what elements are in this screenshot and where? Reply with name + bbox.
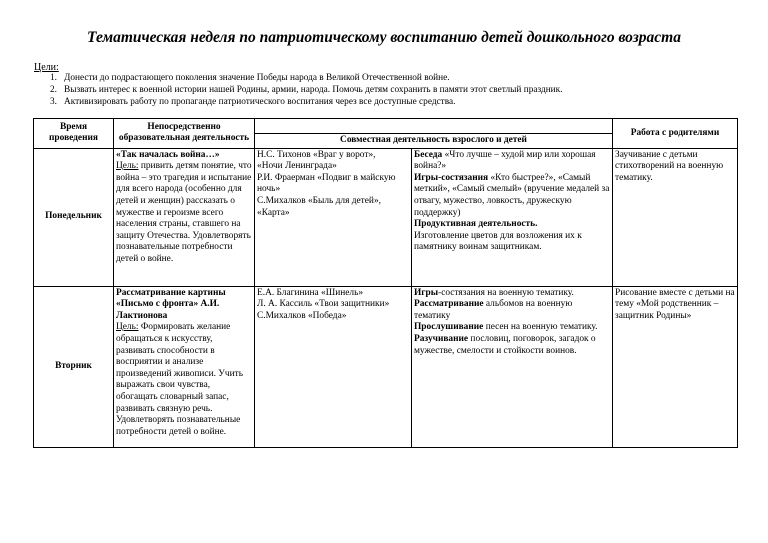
direct-cell: «Так началась война…» Цель: привить детям понятие, что война – это трагедия и испытание для всего народа (особенно для детей и женщин) рассказать о мужестве и героизме всего населения страны, ставшего на защиту Отечества. Удовлетворять познавательные потребности детей о войне.	[114, 148, 255, 286]
table-row	[34, 148, 738, 286]
reading-cell: Е.А. Благинина «Шинель» Л. А. Кассиль «Твои защитники» С.Михалков «Победа»	[255, 286, 412, 447]
table-header-row	[34, 119, 738, 134]
direct-cell: Рассматривание картины «Письмо с фронта» А.И. Лактионова Цель: Формировать желание обращаться к искусству, развивать способности в восприятии и анализе произведений живописи. Учить выражать свои чувства, обогащать словарный запас, развивать связную речь. Удовлетворять познавательные потребности детей о войне.	[114, 286, 255, 447]
parents-cell: Заучивание с детьми стихотворений на военную тематику.	[613, 148, 738, 286]
day-cell: Вторник	[34, 286, 114, 447]
activity-table	[33, 118, 738, 448]
table-row	[34, 286, 738, 447]
goal-item: 1. Донести до подрастающего поколения значение Победы народа в Великой Отечественной войне.	[50, 73, 450, 83]
goal-item: 3. Активизировать работу по пропаганде патриотического воспитания через все доступные средства.	[50, 97, 456, 107]
day-cell: Понедельник	[34, 148, 114, 286]
goals-list	[50, 72, 563, 108]
reading-cell: Н.С. Тихонов «Враг у ворот», «Ночи Ленинграда» Р.И. Фраерман «Подвиг в майскую ночь» С.Михалков «Быль для детей», «Карта»	[255, 148, 412, 286]
activities-cell: Беседа «Что лучше – худой мир или хорошая война?» Игры-состязания «Кто быстрее?», «Самый меткий», «Самый смелый» (вручение медалей за отвагу, мужество, ловкость, дружескую поддержку) Продуктивная деятельность. Изготовление цветов для возложения их к памятнику воинам защитникам.	[412, 148, 613, 286]
header-empty	[255, 119, 613, 134]
page-title: Тематическая неделя по патриотическому воспитанию детей дошкольного возраста	[87, 29, 681, 46]
goal-item: 2. Вызвать интерес к военной истории нашей Родины, армии, народа. Помочь детям сохранить в памяти этот светлый праздник.	[50, 85, 563, 95]
parents-cell: Рисование вместе с детьми на тему «Мой родственник – защитник Родины»	[613, 286, 738, 447]
header-direct: Непосредственно образовательная деятельность	[114, 119, 255, 149]
header-time: Время проведения	[34, 119, 114, 149]
header-joint: Совместная деятельность взрослого и детей	[255, 134, 613, 149]
activities-cell: Игры-состязания на военную тематику. Рассматривание альбомов на военную тематику Прослушивание песен на военную тематику. Разучивание пословиц, поговорок, загадок о мужестве, смелости и стойкости воинов.	[412, 286, 613, 447]
header-parents: Работа с родителями	[613, 119, 738, 149]
goals-label: Цели:	[34, 62, 59, 73]
